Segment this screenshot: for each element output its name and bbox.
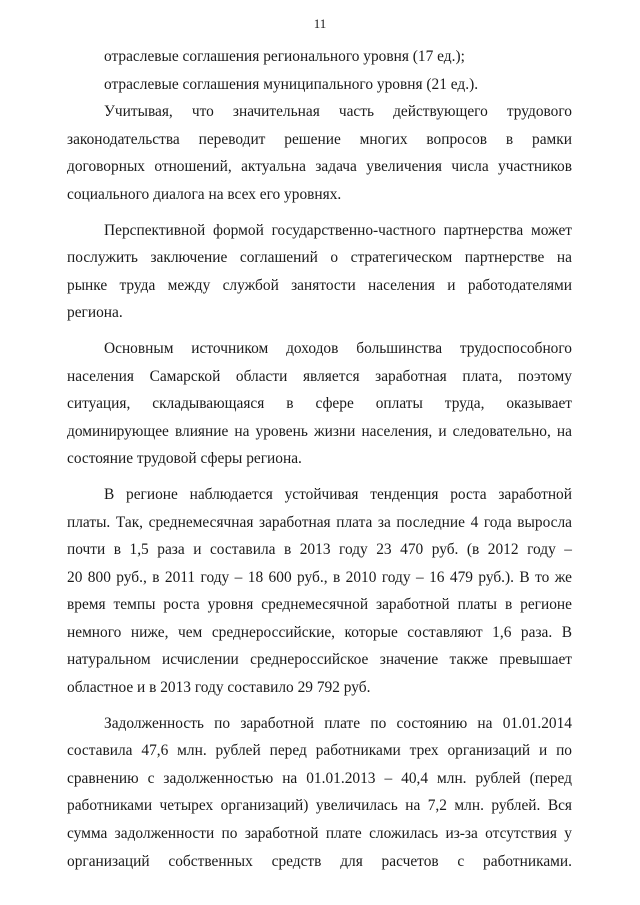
text-line: состояние трудовой сферы региона. bbox=[67, 450, 302, 468]
text-line: почти в 1,5 раза и составила в 2013 году 23 470 руб. (в 2012 году – bbox=[67, 541, 572, 559]
text-line: договорных отношений, актуальна задача увеличения числа участников bbox=[67, 158, 572, 176]
text-line: Перспективной формой государственно-частного партнерства может bbox=[104, 221, 572, 239]
text-line: работниками четырех организаций) увеличилась на 7,2 млн. рублей. Вся bbox=[67, 797, 572, 815]
text-line: время темпы роста уровня среднемесячной заработной платы в регионе bbox=[67, 596, 572, 614]
text-line: законодательства переводит решение многих вопросов в рамки bbox=[67, 130, 572, 148]
document-body bbox=[67, 43, 572, 875]
text-line: Задолженность по заработной плате по состоянию на 01.01.2014 bbox=[104, 714, 572, 732]
text-line: Основным источником доходов большинства трудоспособного bbox=[104, 339, 572, 357]
text-line: сравнению с задолженностью на 01.01.2013 – 40,4 млн. рублей (перед bbox=[67, 769, 572, 787]
page-number: 11 bbox=[313, 16, 327, 31]
text-line: натуральном исчислении среднероссийское значение также превышает bbox=[67, 651, 572, 669]
text-line: населения Самарской области является заработная плата, поэтому bbox=[67, 367, 572, 385]
text-line: платы. Так, среднемесячная заработная плата за последние 4 года выросла bbox=[67, 513, 572, 531]
text-line: социального диалога на всех его уровнях. bbox=[67, 185, 342, 203]
text-line: областное и в 2013 году составило 29 792 руб. bbox=[67, 679, 371, 697]
text-line: В регионе наблюдается устойчивая тенденция роста заработной bbox=[104, 485, 572, 503]
text-line: отраслевые соглашения регионального уровня (17 ед.); bbox=[104, 48, 465, 65]
text-line: ситуация, складывающаяся в сфере оплаты труда, оказывает bbox=[67, 395, 572, 413]
text-line: 20 800 руб., в 2011 году – 18 600 руб., в 2010 году – 16 479 руб.). В то же bbox=[67, 568, 572, 586]
text-line: немного ниже, чем среднероссийские, которые составляют 1,6 раза. В bbox=[67, 623, 572, 641]
text-line: Учитывая, что значительная часть действующего трудового bbox=[104, 103, 572, 121]
text-line: организаций собственных средств для расчетов с работниками. bbox=[67, 852, 572, 870]
text-line: региона. bbox=[67, 304, 123, 322]
text-line: составила 47,6 млн. рублей перед работниками трех организаций и по bbox=[67, 742, 572, 760]
text-line: доминирующее влияние на уровень жизни населения, и следовательно, на bbox=[67, 422, 572, 440]
text-line: отраслевые соглашения муниципального уровня (21 ед.). bbox=[104, 75, 479, 93]
text-line: послужить заключение соглашений о стратегическом партнерстве на bbox=[67, 249, 572, 267]
text-line: сумма задолженности по заработной плате сложилась из-за отсутствия у bbox=[67, 825, 572, 843]
text-line: рынке труда между службой занятости населения и работодателями bbox=[67, 276, 572, 294]
